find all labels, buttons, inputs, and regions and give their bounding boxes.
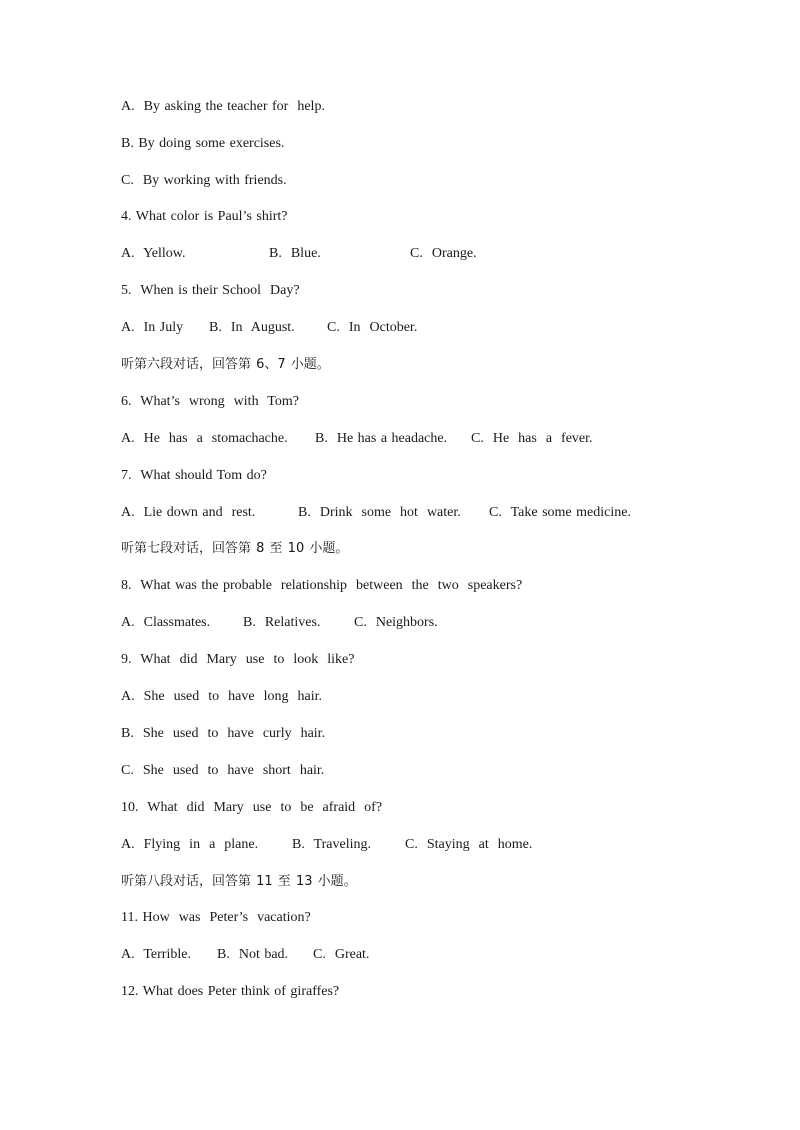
- q9-option-a: A. She used to have long hair.: [121, 689, 322, 704]
- q11-options: [121, 945, 370, 965]
- q11-option-a: A. Terrible.: [121, 947, 191, 962]
- q8-options: [121, 613, 438, 633]
- q3-option-a: A. By asking the teacher for help.: [121, 99, 325, 114]
- q10-question: 10. What did Mary use to be afraid of?: [121, 800, 383, 815]
- section-8-instruction: 听第八段对话，回答第 11 至 13 小题。: [121, 874, 357, 889]
- q10-option-c: C. Staying at home.: [405, 837, 533, 852]
- q11-option-b: B. Not bad.: [217, 947, 289, 962]
- q4-option-a: A. Yellow.: [121, 246, 186, 261]
- q5-option-a: A. In July: [121, 320, 184, 335]
- q9-option-c: C. She used to have short hair.: [121, 763, 325, 778]
- q4-question: 4. What color is Paul’s shirt?: [121, 209, 288, 224]
- q3-option-b: B. By doing some exercises.: [121, 136, 285, 151]
- q7-option-b: B. Drink some hot water.: [298, 505, 461, 520]
- q6-option-b: B. He has a headache.: [315, 431, 448, 446]
- q6-option-c: C. He has a fever.: [471, 431, 593, 446]
- q4-option-c: C. Orange.: [410, 246, 477, 261]
- q6-options: [121, 429, 593, 449]
- q5-option-b: B. In August.: [209, 320, 295, 335]
- q7-options: [121, 503, 631, 523]
- section-7-instruction: 听第七段对话，回答第 8 至 10 小题。: [121, 541, 349, 556]
- q4-option-b: B. Blue.: [269, 246, 321, 261]
- q5-question: 5. When is their School Day?: [121, 283, 300, 298]
- q8-question: 8. What was the probable relationship between the two speakers?: [121, 578, 523, 593]
- q10-options: [121, 835, 533, 855]
- q8-option-b: B. Relatives.: [243, 615, 321, 630]
- q9-question: 9. What did Mary use to look like?: [121, 652, 355, 667]
- q10-option-b: B. Traveling.: [292, 837, 372, 852]
- q8-option-a: A. Classmates.: [121, 615, 211, 630]
- q8-option-c: C. Neighbors.: [354, 615, 438, 630]
- q3-option-c: C. By working with friends.: [121, 173, 287, 188]
- q7-option-a: A. Lie down and rest.: [121, 505, 256, 520]
- q7-question: 7. What should Tom do?: [121, 468, 267, 483]
- q11-option-c: C. Great.: [313, 947, 370, 962]
- q9-option-b: B. She used to have curly hair.: [121, 726, 326, 741]
- q11-question: 11. How was Peter’s vacation?: [121, 910, 311, 925]
- q5-option-c: C. In October.: [327, 320, 418, 335]
- q5-options: [121, 318, 418, 338]
- q12-question: 12. What does Peter think of giraffes?: [121, 984, 340, 999]
- q4-options: [121, 244, 477, 264]
- q10-option-a: A. Flying in a plane.: [121, 837, 259, 852]
- q6-question: 6. What’s wrong with Tom?: [121, 394, 299, 409]
- q7-option-c: C. Take some medicine.: [489, 505, 631, 520]
- q6-option-a: A. He has a stomachache.: [121, 431, 288, 446]
- section-6-instruction: 听第六段对话，回答第 6、7 小题。: [121, 357, 330, 372]
